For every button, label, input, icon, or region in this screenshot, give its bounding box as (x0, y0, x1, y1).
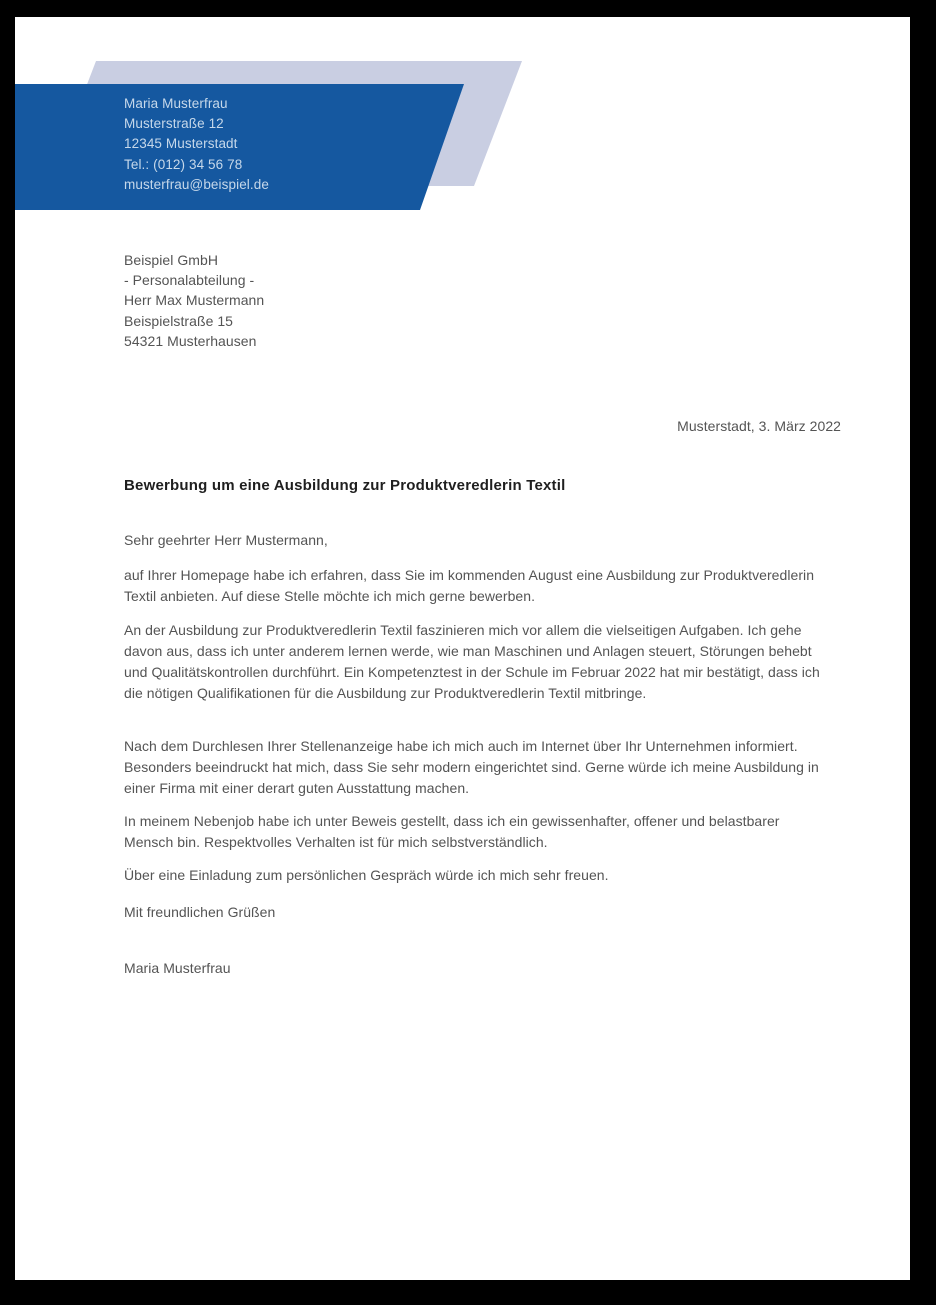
salutation: Sehr geehrter Herr Mustermann, (124, 532, 328, 548)
body-paragraph: auf Ihrer Homepage habe ich erfahren, dass Sie im kommenden August eine Ausbildung zur Produktveredlerin Textil anbieten. Auf diese Stelle möchte ich mich gerne bewerben. (124, 567, 815, 604)
body-paragraph: Nach dem Durchlesen Ihrer Stellenanzeige habe ich mich auch im Internet über Ihr Unternehmen informiert. Besonders beeindruckt hat mich, dass Sie sehr modern eingerichtet sind. Gerne würde ich meine Ausbildung in einer Firma mit einer derart guten Ausstattung machen. (124, 738, 819, 796)
closing-phrase: Mit freundlichen Grüßen (124, 904, 276, 920)
recipient-department: - Personalabteilung - (124, 272, 255, 289)
body-paragraph: Über eine Einladung zum persönlichen Gespräch würde ich mich sehr freuen. (124, 867, 609, 883)
body-paragraph: An der Ausbildung zur Produktveredlerin Textil faszinieren mich vor allem die vielseitigen Aufgaben. Ich gehe davon aus, dass ich unter anderem lernen werde, wie man Maschinen und Anlagen steuert, Störungen behebt und Qualitätskontrollen durchführt. Ein Kompetenztest in der Schule im Februar 2022 hat mir bestätigt, dass ich die nötigen Qualifikationen für die Ausbildung zur Produktveredlerin Textil mitbringe. (124, 622, 820, 701)
subject-line: Bewerbung um eine Ausbildung zur Produktveredlerin Textil (124, 477, 566, 494)
sender-city: 12345 Musterstadt (124, 136, 238, 152)
recipient-address-block (124, 250, 825, 351)
recipient-street: Beispielstraße 15 (124, 312, 234, 329)
date-line: Musterstadt, 3. März 2022 (677, 418, 841, 434)
signature-name: Maria Musterfrau (124, 960, 231, 976)
sender-address-block (124, 94, 269, 195)
letter-page (15, 17, 910, 1280)
recipient-city: 54321 Musterhausen (124, 332, 257, 349)
recipient-contact: Herr Max Mustermann (124, 292, 265, 309)
sender-email: musterfrau@beispiel.de (124, 176, 269, 192)
sender-street: Musterstraße 12 (124, 116, 224, 132)
body-paragraph: In meinem Nebenjob habe ich unter Beweis gestellt, dass ich ein gewissenhafter, offener und belastbarer Mensch bin. Respektvolles Verhalten ist für mich selbstverständlich. (124, 813, 780, 850)
sender-name: Maria Musterfrau (124, 96, 228, 111)
recipient-company: Beispiel GmbH (124, 252, 219, 268)
sender-phone: Tel.: (012) 34 56 78 (124, 156, 243, 172)
